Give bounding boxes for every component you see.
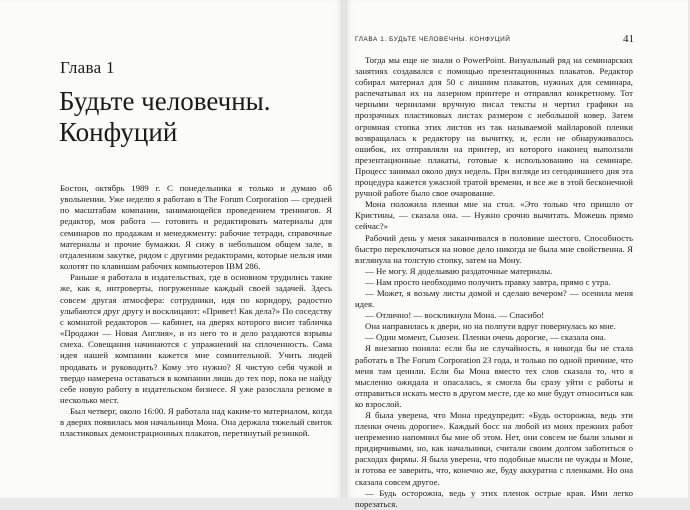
paragraph: — Может, я возьму листы домой и сделаю вечером? — осенила меня идея. [355, 287, 633, 310]
paragraph: Мона положила пленки мне на стол. «Это только что пришло от Кристины, — сказала она. — Нужно срочно вычитать. Можешь прямо сейчас?» [355, 199, 633, 232]
chapter-title-line2: Конфуций [59, 117, 178, 147]
chapter-label: Глава 1 [60, 58, 115, 77]
left-page [0, 0, 343, 498]
paragraph: — Отлично! — воскликнула Мона. — Спасибо! [365, 310, 545, 321]
left-body-text [60, 183, 332, 440]
paragraph: Тогда мы еще не знали о PowerPoint. Визуальный ряд на семинарских занятиях создавался с помощью презентационных плакатов. Редактор собирал материал для 50 с лишним плакатов, нужных для семинара, распечатывал их на лазерном принтере и отправлял конкретному. Тот черными чернилами вручную писал тексты и чертил графики на прозрачных пластиковых листах размером с небольшой ковер. Затем огромная стопка этих листов из так называемой майларовой пленки возвращалась к редактору на вычитку, и, если не обнаруживалось ошибок, их отправляли на принтер, из которого наконец выползали презентационные плакаты, готовые к использованию на семинаре. Процесс занимал около двух недель. При взгляде из сегодняшнего дня эта процедура кажется ужасной тратой времени, и все же в этой бесконечной ручной работе было свое очарование. [355, 55, 633, 199]
paragraph: Я была уверена, что Мона предупредит: «Будь осторожна, ведь эти пленки очень дорогие». Каждый босс на любой из моих прежних работ непременно напомнил бы мне об этом. Нет, они совсем не были злыми и придирчивыми, но, как начальники, считали своим долгом заботиться о расходах фирмы. Я была уверена, что подобные мысли не чужды и Моне, и готова ее заверить, что, конечно же, буду аккуратна с пленками. Но она сказала совсем другое. [355, 410, 633, 487]
paragraph: Она направилась к двери, но на полпути вдруг повернулась ко мне. [365, 321, 616, 332]
paragraph: Я внезапно поняла: если бы не случайность, я никогда бы не стала работать в The Forum Corporation 23 года, и только по одной причине, что меня там ценили. Если бы Мона вместо тех слов сказала то, что я мысленно ожидала и опасалась, я смогла бы сразу уйти с работы и отправиться искать место в другом месте, где ко мне будут относиться как ко взрослой. [355, 343, 633, 409]
chapter-title [59, 86, 329, 148]
paragraph: Был четверг, около 16:00. Я работала над каким-то материалом, когда в дверях появилась моя начальница Мона. Она держала тяжелый свиток пластиковых демонстрационных плакатов, перетянутый резинкой. [60, 406, 332, 439]
paragraph: Бостон, октябрь 1989 г. С понедельника я только и думаю об увольнении. Уже неделю я работаю в The Forum Corporation — средней по масштабам компании, занимающейся проведением тренингов. Я редактор, моя работа — готовить и редактировать материалы для семинаров по продажам и менеджменту: рабочие тетради, справочные материалы и прочие бумажки. Я сижу в небольшом общем зале, в отдаленном закутке, рядом с другими редакторами, которые нельзя ими колотят по клавишам рабочих компьютеров IBM 286. [60, 183, 332, 272]
page-number: 41 [623, 33, 634, 45]
paragraph: Рабочий день у меня заканчивался в половине шестого. Способность быстро переключаться на новое дело никогда не была мне свойственна. Я взглянула на толстую стопку, затем на Мону. [355, 232, 633, 265]
paragraph: Раньше я работала в издательствах, где в основном трудились такие же, как я, интроверты, погруженные каждый своей задачей. Здесь совсем другая атмосфера: сотрудники, идя по коридору, радостно улыбаются друг другу и восклицают: «Привет! Как дела?» По соседству с комнатой редакторов — кабинет, на дверях которого висит табличка «Продажи — Новая Англия», и из него то и дело раздаются взрывы смеха. Совещания начинаются с упражнений на сплоченность. Сама идея нашей компании кажется мне сомнительной. Учить людей продавать и руководить? Кому это нужно? Я чистую себя чужой и твердо намерена оставаться в компании лишь до тех пор, пока не найду себе новую работу в издательском бизнесе. Я уже разослала резюме в несколько мест. [60, 272, 332, 405]
paragraph: — Один момент, Сьюзен. Пленки очень дорогие, — сказала она. [365, 332, 606, 343]
paragraph: — Будь осторожна, ведь у этих пленок острые края. Ими легко порезаться. [355, 487, 633, 509]
chapter-title-line1: Будьте человечны. [59, 86, 271, 116]
paragraph: — Нам просто необходимо получить правку завтра, прямо с утра. [365, 276, 611, 287]
right-page [345, 0, 688, 509]
running-head: ГЛАВА 1. БУДЬТЕ ЧЕЛОВЕЧНЫ. КОНФУЦИЙ [355, 36, 511, 43]
right-body-text [355, 55, 633, 510]
paragraph: — Не могу. Я доделываю раздаточные материалы. [365, 265, 553, 276]
